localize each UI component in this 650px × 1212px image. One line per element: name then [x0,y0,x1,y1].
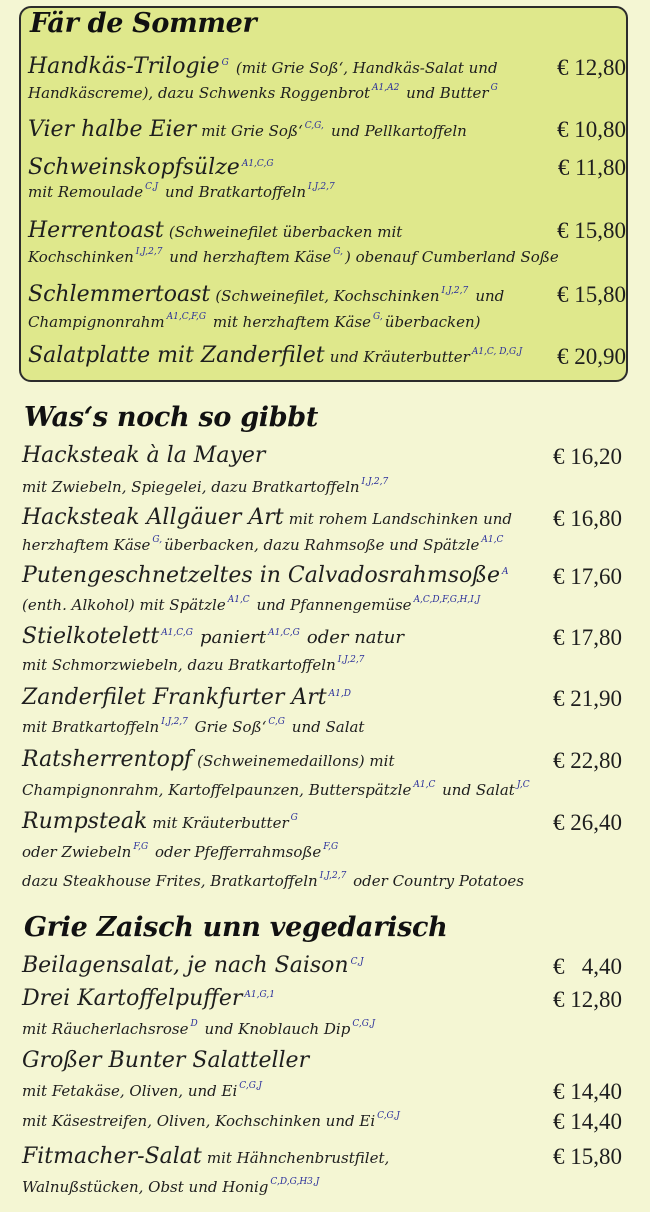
item-description: mit Schmorzwiebeln, dazu Bratkartoffeln [22,656,336,674]
allergen-code: G [221,58,229,68]
allergen-code: F,G [133,842,149,852]
item-name: Hacksteak à la Mayer [22,443,266,468]
item-price: € 22,80 [553,748,622,773]
allergen-code: I,J,2,7 [319,871,347,881]
section-title-vegetarian: Grie Zaisch unn vegedarisch [24,912,448,943]
item-description: mit Bratkartoffeln [22,718,160,736]
allergen-code: A1,D [328,689,351,699]
allergen-code: D [190,1019,198,1029]
item-name: Großer Bunter Salatteller [22,1048,310,1073]
allergen-code: F,G [323,842,339,852]
allergen-code: A1,C,G [161,628,193,638]
allergen-code: C,G, [304,121,324,131]
allergen-code: G, [373,312,383,322]
item-name: Beilagensalat, je nach Saison [22,953,349,978]
item-name: Putengeschnetzeltes in Calvadosrahmsoße [22,563,500,588]
item-description: und Bratkartoffeln [164,183,307,201]
item-description: mit herzhaftem Käse [212,313,372,331]
allergen-code: C,G [268,717,285,727]
item-price: € 14,40 [553,1079,622,1104]
item-name: Drei Kartoffelpuffer [22,986,243,1011]
item-name: Stielkotelett [22,624,160,649]
allergen-code: A1,G,1 [244,990,275,1000]
item-name: Zanderfilet Frankfurter Art [22,685,327,710]
item-description: Kochschinken [28,248,134,266]
item-description: und herzhaftem Käse [169,248,332,266]
allergen-code: C,J [350,957,364,967]
allergen-code: A1,C,G [268,628,300,638]
allergen-code: A1,C [481,535,504,545]
allergen-code: G, [152,535,163,545]
allergen-code: A1,C [227,595,250,605]
item-price: € 20,90 [557,344,626,369]
item-description: mit Käsestreifen, Oliven, Kochschinken und Ei [22,1112,376,1130]
allergen-code: G [290,813,298,823]
allergen-code: A1,C,F,G [166,312,207,322]
item-price: € 17,60 [553,564,622,589]
item-name: Salatplatte mit Zanderfilet [28,343,325,368]
item-description: überbacken, dazu Rahmsoße und Spätzle [164,536,480,554]
item-description: oder natur [306,627,404,648]
item-price: € 17,80 [553,625,622,650]
section-title-summer: Fär de Sommer [30,8,257,39]
allergen-code: I,J,2,7 [308,182,335,192]
item-description: (mit Grie Soß‘, Handkäs-Salat und [235,59,498,77]
item-description: mit Hähnchenbrustfilet, [206,1149,390,1167]
item-description: und [475,287,505,305]
item-description: überbacken) [384,313,481,331]
item-description: mit Kräuterbutter [152,814,289,832]
allergen-code: C,D,G,H3,J [270,1177,320,1187]
allergen-code: I,J,2,7 [161,717,188,727]
item-price: € 11,80 [557,155,626,180]
allergen-code: A1,C [413,780,436,790]
item-name: Herrentoast [28,218,164,243]
item-description: oder Pfefferrahmsoße [155,843,322,861]
item-name: Handkäs-Trilogie [28,54,220,79]
section-title-main-dishes: Was‘s noch so gibbt [24,402,319,433]
allergen-code: A [501,567,509,577]
allergen-code: I,J,2,7 [441,286,469,296]
item-name: Fitmacher-Salat [22,1144,202,1169]
item-description: herzhaftem Käse [22,536,151,554]
item-description: Champignonrahm [28,313,165,331]
item-description: mit Räucherlachsrose [22,1020,189,1038]
item-price: € 4,40 [553,954,622,979]
item-name: Vier halbe Eier [28,117,197,142]
allergen-code: C,G,J [239,1081,263,1091]
item-description: mit Fetakäse, Oliven, und Ei [22,1082,238,1100]
item-description: Walnußstücken, Obst und Honig [22,1178,269,1196]
item-name: Rumpsteak [22,809,148,834]
allergen-code: A,C,D,F,G,H,I,J [413,595,481,605]
item-price: € 26,40 [553,810,622,835]
allergen-code: A1,C,G [241,159,274,169]
allergen-code: J,C [516,780,530,790]
allergen-code: C,G,J [377,1111,400,1121]
item-description: und Salat [442,781,515,799]
item-description: (Schweinemedaillons) mit [197,752,395,770]
item-name: Hacksteak Allgäuer Art [22,505,284,530]
item-description: mit Remoulade [28,183,144,201]
item-description: dazu Steakhouse Frites, Bratkartoffeln [22,872,318,890]
item-price: € 12,80 [557,55,626,80]
allergen-code: A1,A2 [372,83,400,93]
item-description: mit Grie Soß‘ [201,122,303,140]
item-price: € 21,90 [553,686,622,711]
item-description: mit Zwiebeln, Spiegelei, dazu Bratkartoffeln [22,478,360,496]
item-description: (Schweinefilet überbacken mit [168,223,403,241]
item-price: € 10,80 [557,117,626,142]
item-description: mit rohem Landschinken und [288,510,512,528]
item-price: € 16,20 [553,444,622,469]
item-price: € 15,80 [553,1144,622,1169]
item-description: und Butter [406,84,489,102]
item-price: € 16,80 [553,506,622,531]
item-price: € 14,40 [553,1109,622,1134]
allergen-code: C,J [145,182,159,192]
item-name: Schlemmertoast [28,282,211,307]
item-description: und Pfannengemüse [256,596,412,614]
allergen-code: I,J,2,7 [337,655,365,665]
item-description: und Kräuterbutter [329,348,470,366]
item-description: Champignonrahm, Kartoffelpaunzen, Butterspätzle [22,781,412,799]
item-description: Grie Soß‘ [194,718,267,736]
item-description: oder Zwiebeln [22,843,132,861]
item-description: und Pellkartoffeln [330,122,467,140]
item-description: (Schweinefilet, Kochschinken [215,287,440,305]
item-description: Handkäscreme), dazu Schwenks Roggenbrot [28,84,370,102]
item-description: (enth. Alkohol) mit Spätzle [22,596,226,614]
allergen-code: A1,C, D,G,J [471,347,523,357]
item-description: und Knoblauch Dip [204,1020,351,1038]
item-description: oder Country Potatoes [353,872,524,890]
item-description: paniert [199,627,267,648]
allergen-code: I,J,2,7 [135,247,163,257]
allergen-code: C,G,J [352,1019,376,1029]
item-price: € 15,80 [557,218,626,243]
allergen-code: G, [333,247,344,257]
item-description: und Salat [291,718,365,736]
item-price: € 15,80 [557,282,626,307]
item-description: ) obenauf Cumberland Soße [345,248,559,266]
allergen-code: G [490,83,498,93]
item-name: Schweinskopfsülze [28,155,240,180]
allergen-code: I,J,2,7 [361,477,389,487]
item-price: € 12,80 [553,987,622,1012]
item-name: Ratsherrentopf [22,747,193,772]
